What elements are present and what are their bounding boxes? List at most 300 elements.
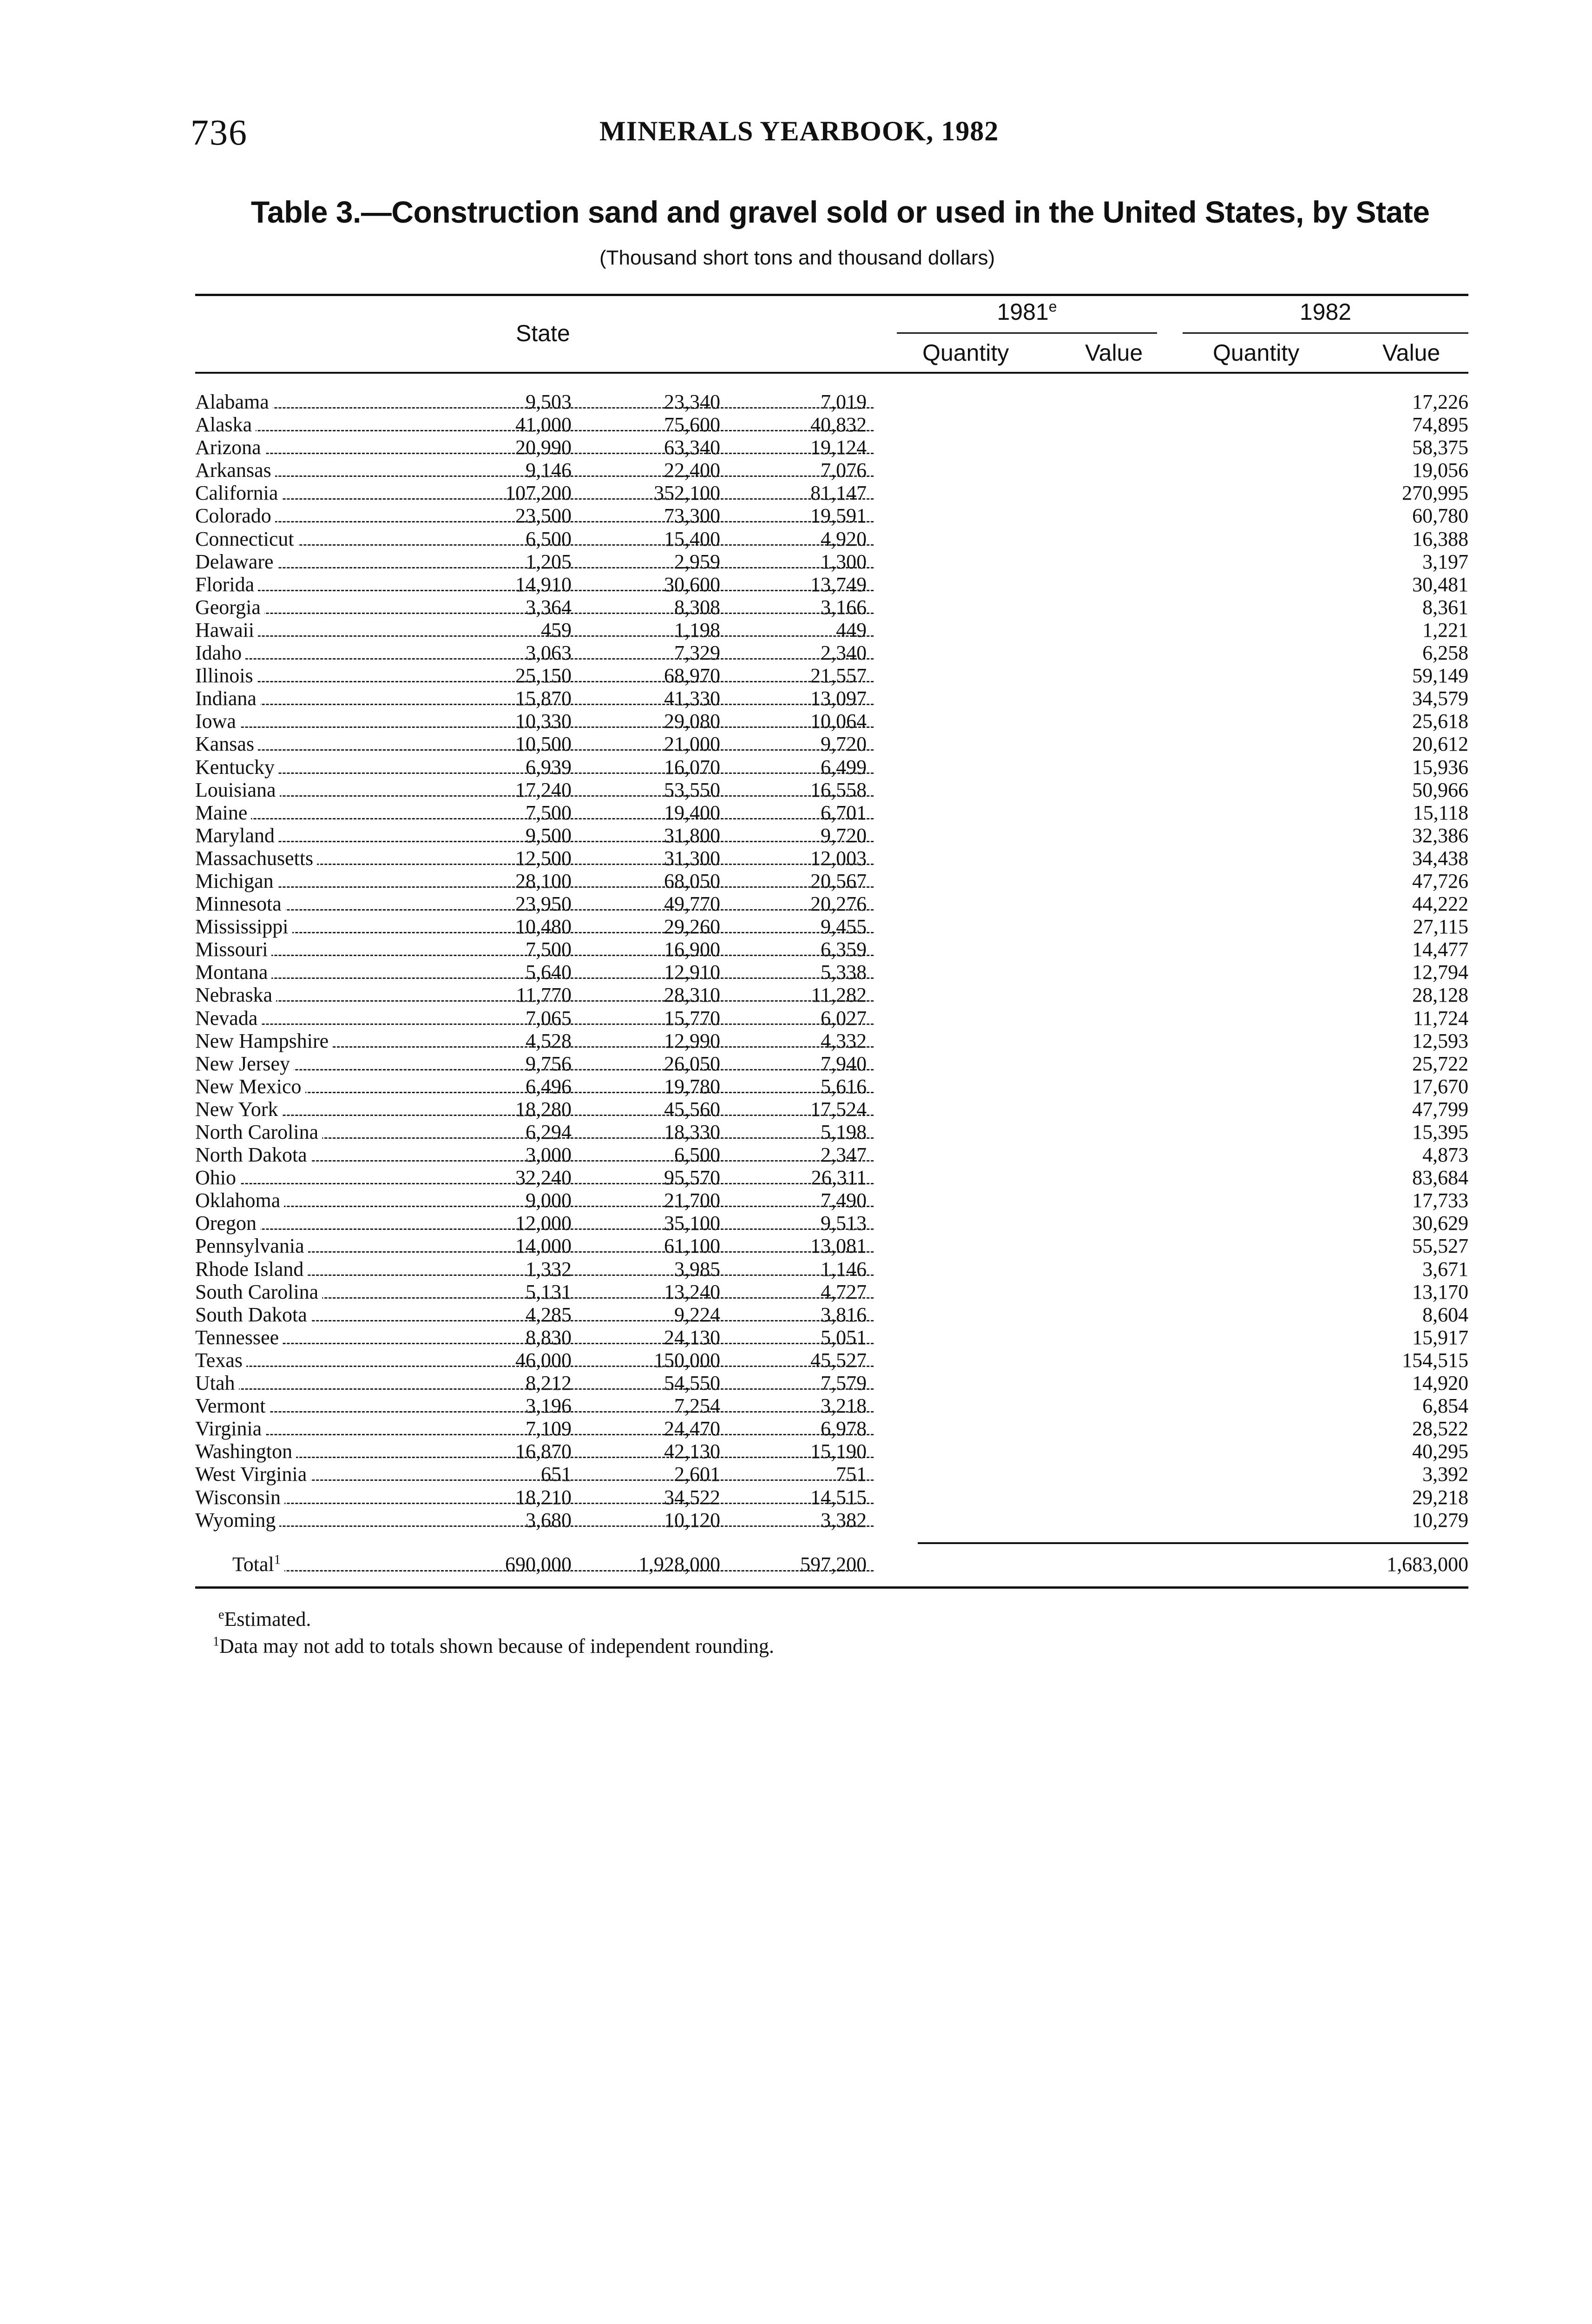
table-row xyxy=(195,1417,1468,1440)
quantity-1981-cell: 9,503 xyxy=(526,390,572,413)
value-1982-cell: 58,375 xyxy=(1412,436,1468,459)
value-1982-cell: 83,684 xyxy=(1412,1166,1468,1189)
table-row xyxy=(195,1007,1468,1030)
value-1981-cell: 63,340 xyxy=(664,436,720,459)
state-name: New York xyxy=(195,1098,282,1121)
quantity-1981-cell: 28,100 xyxy=(515,869,572,892)
value-1981-cell: 68,970 xyxy=(664,664,720,687)
column-header-value-1982: Value xyxy=(1382,340,1441,366)
value-1982-cell: 60,780 xyxy=(1412,504,1468,528)
quantity-1982-cell: 13,749 xyxy=(810,573,867,596)
value-1981-cell: 18,330 xyxy=(664,1121,720,1143)
state-name: Hawaii xyxy=(195,619,258,641)
state-name: Louisiana xyxy=(195,779,280,801)
state-name: California xyxy=(195,482,282,504)
dot-leader xyxy=(195,635,874,637)
value-1981-cell: 7,329 xyxy=(674,641,720,665)
table-top-rule xyxy=(195,294,1468,296)
quantity-1981-cell: 6,294 xyxy=(526,1121,572,1143)
state-name: New Hampshire xyxy=(195,1030,332,1052)
quantity-1981-cell: 25,150 xyxy=(515,664,572,687)
value-1981-cell: 54,550 xyxy=(664,1372,720,1395)
quantity-1981-cell: 4,285 xyxy=(526,1303,572,1326)
quantity-1982-cell: 5,616 xyxy=(821,1075,867,1098)
table-row xyxy=(195,413,1468,436)
table-row xyxy=(195,596,1468,619)
table-row xyxy=(195,459,1468,482)
table-row xyxy=(195,1394,1468,1417)
quantity-1981-cell: 7,500 xyxy=(526,801,572,824)
table-row xyxy=(195,1440,1468,1463)
value-1982-cell: 19,056 xyxy=(1412,459,1468,482)
value-1982-cell: 34,579 xyxy=(1412,687,1468,710)
value-1981-cell: 2,959 xyxy=(674,550,720,573)
value-1981-cell: 61,100 xyxy=(664,1235,720,1258)
quantity-1982-cell: 7,490 xyxy=(821,1189,867,1212)
quantity-1982-cell: 7,019 xyxy=(821,390,867,413)
year-1981-label: 1981 xyxy=(997,299,1049,325)
state-name: Nebraska xyxy=(195,984,276,1006)
quantity-1981-cell: 16,870 xyxy=(515,1440,572,1463)
footnote-mark: 1 xyxy=(213,1634,219,1649)
value-1981-cell: 16,070 xyxy=(664,755,720,779)
table-row xyxy=(195,1212,1468,1235)
quantity-1982-cell: 1,146 xyxy=(821,1257,867,1281)
quantity-1981-cell: 18,280 xyxy=(515,1097,572,1121)
quantity-1982-cell: 3,218 xyxy=(821,1394,867,1418)
quantity-1981-cell: 7,500 xyxy=(526,938,572,961)
quantity-1981-cell: 6,939 xyxy=(526,755,572,779)
quantity-1981-cell: 3,196 xyxy=(526,1394,572,1418)
quantity-1982-cell: 19,591 xyxy=(810,504,867,528)
value-1982-cell: 50,966 xyxy=(1412,778,1468,801)
value-1982-cell: 15,118 xyxy=(1413,801,1468,824)
quantity-1981-cell: 1,332 xyxy=(526,1257,572,1281)
value-1982-cell: 4,873 xyxy=(1422,1143,1468,1167)
table-row xyxy=(195,436,1468,459)
header-bottom-rule xyxy=(195,372,1468,374)
value-1982-cell: 74,895 xyxy=(1412,413,1468,436)
value-1981-cell: 28,310 xyxy=(664,984,720,1007)
value-1981-cell: 95,570 xyxy=(664,1166,720,1189)
value-1982-cell: 59,149 xyxy=(1412,664,1468,687)
table-row xyxy=(195,1258,1468,1281)
footnote-estimated xyxy=(218,1606,774,1633)
quantity-1981-cell: 9,756 xyxy=(526,1052,572,1075)
quantity-1982-cell: 5,051 xyxy=(821,1326,867,1349)
value-1982-cell: 12,593 xyxy=(1412,1029,1468,1052)
value-1981-cell: 34,522 xyxy=(664,1486,720,1509)
value-1981-cell: 31,800 xyxy=(664,824,720,847)
quantity-1982-cell: 751 xyxy=(836,1463,867,1486)
state-name: South Dakota xyxy=(195,1303,311,1326)
quantity-1981-cell: 12,500 xyxy=(515,846,572,870)
column-header-quantity-1982: Quantity xyxy=(1213,340,1300,366)
total-value-1982: 1,683,000 xyxy=(1387,1553,1468,1576)
value-1982-cell: 28,522 xyxy=(1412,1417,1468,1440)
state-name: Virginia xyxy=(195,1417,265,1440)
quantity-1982-cell: 449 xyxy=(836,618,867,641)
quantity-1982-cell: 7,579 xyxy=(821,1372,867,1395)
state-name: Colorado xyxy=(195,504,275,527)
quantity-1981-cell: 41,000 xyxy=(515,413,572,436)
quantity-1981-cell: 3,364 xyxy=(526,595,572,619)
quantity-1982-cell: 16,558 xyxy=(810,778,867,801)
value-1982-cell: 17,226 xyxy=(1412,390,1468,413)
state-name: Connecticut xyxy=(195,528,298,550)
value-1982-cell: 17,733 xyxy=(1412,1189,1468,1212)
value-1982-cell: 8,604 xyxy=(1422,1303,1468,1326)
state-name: Massachusetts xyxy=(195,847,317,870)
quantity-1981-cell: 651 xyxy=(541,1463,572,1486)
value-1981-cell: 68,050 xyxy=(664,869,720,892)
value-1981-cell: 7,254 xyxy=(674,1394,720,1418)
quantity-1982-cell: 12,003 xyxy=(810,846,867,870)
value-1982-cell: 15,936 xyxy=(1412,755,1468,779)
state-name: Missouri xyxy=(195,938,271,961)
quantity-1982-cell: 7,076 xyxy=(821,459,867,482)
quantity-1982-cell: 3,166 xyxy=(821,595,867,619)
value-1982-cell: 270,995 xyxy=(1402,482,1468,505)
quantity-1981-cell: 10,500 xyxy=(515,733,572,756)
quantity-1981-cell: 107,200 xyxy=(505,482,572,505)
quantity-1981-cell: 15,870 xyxy=(515,687,572,710)
value-1982-cell: 47,726 xyxy=(1412,869,1468,892)
quantity-1982-cell: 3,382 xyxy=(821,1508,867,1532)
quantity-1981-cell: 8,830 xyxy=(526,1326,572,1349)
quantity-1981-cell: 17,240 xyxy=(515,778,572,801)
quantity-1982-cell: 14,515 xyxy=(810,1486,867,1509)
quantity-1982-cell: 40,832 xyxy=(810,413,867,436)
table-row xyxy=(195,482,1468,504)
table-body xyxy=(195,390,1468,1532)
value-1981-cell: 30,600 xyxy=(664,573,720,596)
table-row xyxy=(195,1030,1468,1052)
state-name: New Jersey xyxy=(195,1052,294,1075)
value-1982-cell: 47,799 xyxy=(1412,1097,1468,1121)
quantity-1982-cell: 1,300 xyxy=(821,550,867,573)
value-1982-cell: 29,218 xyxy=(1412,1486,1468,1509)
state-name: Kentucky xyxy=(195,756,278,779)
value-1982-cell: 25,722 xyxy=(1412,1052,1468,1075)
quantity-1982-cell: 45,527 xyxy=(810,1348,867,1372)
state-name: South Carolina xyxy=(195,1281,322,1303)
state-name: Delaware xyxy=(195,550,277,573)
table-row xyxy=(195,664,1468,687)
state-name: Maine xyxy=(195,801,251,824)
table-subtitle: (Thousand short tons and thousand dollars) xyxy=(599,246,995,269)
value-1982-cell: 28,128 xyxy=(1412,984,1468,1007)
total-row xyxy=(195,1552,1468,1577)
column-header-1981 xyxy=(897,298,1157,325)
quantity-1981-cell: 3,680 xyxy=(526,1508,572,1532)
column-header-value-1981: Value xyxy=(1085,340,1143,366)
table-row xyxy=(195,1281,1468,1303)
value-1981-cell: 9,224 xyxy=(674,1303,720,1326)
value-1982-cell: 16,388 xyxy=(1412,527,1468,550)
value-1982-cell: 15,395 xyxy=(1412,1121,1468,1143)
table-row xyxy=(195,733,1468,755)
table-row xyxy=(195,1509,1468,1532)
state-name: Oklahoma xyxy=(195,1189,284,1212)
value-1981-cell: 31,300 xyxy=(664,846,720,870)
quantity-1981-cell: 459 xyxy=(541,618,572,641)
table-row xyxy=(195,938,1468,961)
table-row xyxy=(195,779,1468,801)
quantity-1981-cell: 10,330 xyxy=(515,710,572,733)
total-footnote-mark: 1 xyxy=(274,1552,281,1567)
value-1982-cell: 154,515 xyxy=(1402,1348,1468,1372)
value-1982-cell: 13,170 xyxy=(1412,1280,1468,1303)
value-1981-cell: 10,120 xyxy=(664,1508,720,1532)
value-1982-cell: 20,612 xyxy=(1412,733,1468,756)
estimated-mark: e xyxy=(1048,298,1057,315)
quantity-1981-cell: 3,000 xyxy=(526,1143,572,1167)
quantity-1981-cell: 4,528 xyxy=(526,1029,572,1052)
value-1981-cell: 23,340 xyxy=(664,390,720,413)
value-1981-cell: 12,990 xyxy=(664,1029,720,1052)
value-1981-cell: 26,050 xyxy=(664,1052,720,1075)
footnote-text: Estimated. xyxy=(224,1608,311,1631)
value-1982-cell: 14,477 xyxy=(1412,938,1468,961)
quantity-1982-cell: 13,081 xyxy=(810,1235,867,1258)
quantity-1982-cell: 20,276 xyxy=(810,892,867,916)
quantity-1981-cell: 32,240 xyxy=(515,1166,572,1189)
state-name: Georgia xyxy=(195,596,264,619)
state-name: Ohio xyxy=(195,1166,240,1189)
state-name: Idaho xyxy=(195,641,245,664)
value-1982-cell: 55,527 xyxy=(1412,1235,1468,1258)
quantity-1982-cell: 4,920 xyxy=(821,527,867,550)
quantity-1981-cell: 6,496 xyxy=(526,1075,572,1098)
value-1981-cell: 29,080 xyxy=(664,710,720,733)
table-row xyxy=(195,1098,1468,1121)
table-row xyxy=(195,1303,1468,1326)
table-row xyxy=(195,847,1468,870)
value-1982-cell: 17,670 xyxy=(1412,1075,1468,1098)
state-name: Washington xyxy=(195,1440,296,1463)
table-row xyxy=(195,801,1468,824)
column-header-1982: 1982 xyxy=(1299,299,1352,325)
value-1982-cell: 8,361 xyxy=(1422,595,1468,619)
value-1981-cell: 21,700 xyxy=(664,1189,720,1212)
value-1982-cell: 27,115 xyxy=(1413,915,1468,938)
state-name: Maryland xyxy=(195,824,278,847)
year-1981-rule xyxy=(897,332,1157,334)
value-1982-cell: 6,854 xyxy=(1422,1394,1468,1418)
value-1981-cell: 42,130 xyxy=(664,1440,720,1463)
value-1982-cell: 30,629 xyxy=(1412,1212,1468,1235)
year-1982-rule xyxy=(1183,332,1468,334)
table-row xyxy=(195,1235,1468,1257)
table-row xyxy=(195,870,1468,892)
quantity-1981-cell: 20,990 xyxy=(515,436,572,459)
quantity-1982-cell: 6,027 xyxy=(821,1006,867,1030)
state-name: New Mexico xyxy=(195,1075,305,1098)
total-quantity-1981: 690,000 xyxy=(505,1553,572,1576)
value-1982-cell: 30,481 xyxy=(1412,573,1468,596)
value-1981-cell: 75,600 xyxy=(664,413,720,436)
value-1981-cell: 49,770 xyxy=(664,892,720,916)
state-name: Oregon xyxy=(195,1212,260,1235)
value-1981-cell: 15,770 xyxy=(664,1006,720,1030)
table-row xyxy=(195,1189,1468,1212)
value-1982-cell: 44,222 xyxy=(1412,892,1468,916)
table-row xyxy=(195,1326,1468,1349)
value-1982-cell: 15,917 xyxy=(1412,1326,1468,1349)
quantity-1981-cell: 11,770 xyxy=(516,984,572,1007)
state-name: Rhode Island xyxy=(195,1258,307,1281)
quantity-1982-cell: 6,499 xyxy=(821,755,867,779)
quantity-1982-cell: 4,727 xyxy=(821,1280,867,1303)
quantity-1981-cell: 7,065 xyxy=(526,1006,572,1030)
state-name: Iowa xyxy=(195,710,240,733)
table-row xyxy=(195,390,1468,413)
value-1982-cell: 32,386 xyxy=(1412,824,1468,847)
quantity-1981-cell: 46,000 xyxy=(515,1348,572,1372)
table-title: Table 3.—Construction sand and gravel sold or used in the United States, by State xyxy=(251,195,1430,229)
state-name: Illinois xyxy=(195,664,257,687)
quantity-1981-cell: 9,146 xyxy=(526,459,572,482)
quantity-1982-cell: 5,338 xyxy=(821,961,867,984)
value-1981-cell: 2,601 xyxy=(674,1463,720,1486)
table-row xyxy=(195,1052,1468,1075)
value-1981-cell: 6,500 xyxy=(674,1143,720,1167)
quantity-1982-cell: 15,190 xyxy=(810,1440,867,1463)
value-1982-cell: 3,392 xyxy=(1422,1463,1468,1486)
state-cell xyxy=(195,1463,874,1486)
state-name: Wisconsin xyxy=(195,1486,284,1509)
state-name: North Dakota xyxy=(195,1143,311,1166)
table-row xyxy=(195,915,1468,938)
table-row xyxy=(195,1372,1468,1394)
table-row xyxy=(195,550,1468,573)
quantity-1982-cell: 2,340 xyxy=(821,641,867,665)
table-row xyxy=(195,641,1468,664)
value-1981-cell: 150,000 xyxy=(654,1348,720,1372)
quantity-1982-cell: 21,557 xyxy=(810,664,867,687)
quantity-1982-cell: 5,198 xyxy=(821,1121,867,1143)
state-name: Alaska xyxy=(195,413,256,436)
value-1981-cell: 19,400 xyxy=(664,801,720,824)
value-1982-cell: 1,221 xyxy=(1422,618,1468,641)
table-row xyxy=(195,961,1468,984)
value-1981-cell: 29,260 xyxy=(664,915,720,938)
total-value-1981: 1,928,000 xyxy=(638,1553,720,1576)
quantity-1982-cell: 9,455 xyxy=(821,915,867,938)
total-top-rule xyxy=(918,1542,1468,1544)
quantity-1982-cell: 20,567 xyxy=(810,869,867,892)
state-name: Minnesota xyxy=(195,892,285,915)
value-1981-cell: 53,550 xyxy=(664,778,720,801)
state-name: Pennsylvania xyxy=(195,1235,308,1257)
value-1981-cell: 41,330 xyxy=(664,687,720,710)
quantity-1982-cell: 4,332 xyxy=(821,1029,867,1052)
value-1982-cell: 11,724 xyxy=(1413,1006,1468,1030)
quantity-1981-cell: 14,910 xyxy=(515,573,572,596)
state-name: Indiana xyxy=(195,687,260,710)
table-row xyxy=(195,1463,1468,1486)
value-1982-cell: 14,920 xyxy=(1412,1372,1468,1395)
quantity-1982-cell: 19,124 xyxy=(810,436,867,459)
column-header-quantity-1981: Quantity xyxy=(922,340,1009,366)
table-row xyxy=(195,528,1468,550)
quantity-1982-cell: 6,978 xyxy=(821,1417,867,1440)
value-1982-cell: 34,438 xyxy=(1412,846,1468,870)
table-row xyxy=(195,1349,1468,1372)
quantity-1982-cell: 2,347 xyxy=(821,1143,867,1167)
table-row xyxy=(195,824,1468,847)
table-row xyxy=(195,1121,1468,1143)
footnotes xyxy=(213,1606,774,1660)
value-1981-cell: 8,308 xyxy=(674,595,720,619)
state-name: Wyoming xyxy=(195,1509,279,1532)
quantity-1981-cell: 23,950 xyxy=(515,892,572,916)
state-name: Utah xyxy=(195,1372,239,1394)
quantity-1981-cell: 14,000 xyxy=(515,1235,572,1258)
quantity-1981-cell: 5,131 xyxy=(526,1280,572,1303)
quantity-1982-cell: 3,816 xyxy=(821,1303,867,1326)
quantity-1981-cell: 5,640 xyxy=(526,961,572,984)
quantity-1982-cell: 13,097 xyxy=(810,687,867,710)
value-1981-cell: 1,198 xyxy=(674,618,720,641)
quantity-1982-cell: 9,513 xyxy=(821,1212,867,1235)
value-1981-cell: 15,400 xyxy=(664,527,720,550)
quantity-1981-cell: 10,480 xyxy=(515,915,572,938)
value-1981-cell: 35,100 xyxy=(664,1212,720,1235)
quantity-1982-cell: 26,311 xyxy=(811,1166,867,1189)
state-name: Nevada xyxy=(195,1007,261,1030)
table-row xyxy=(195,892,1468,915)
value-1982-cell: 25,618 xyxy=(1412,710,1468,733)
value-1981-cell: 73,300 xyxy=(664,504,720,528)
quantity-1982-cell: 81,147 xyxy=(810,482,867,505)
quantity-1982-cell: 10,064 xyxy=(810,710,867,733)
value-1981-cell: 45,560 xyxy=(664,1097,720,1121)
state-name: Florida xyxy=(195,573,258,596)
value-1982-cell: 6,258 xyxy=(1422,641,1468,665)
value-1981-cell: 13,240 xyxy=(664,1280,720,1303)
quantity-1981-cell: 8,212 xyxy=(526,1372,572,1395)
value-1981-cell: 352,100 xyxy=(654,482,720,505)
table-row xyxy=(195,756,1468,779)
table-row xyxy=(195,1143,1468,1166)
state-name: Mississippi xyxy=(195,915,292,938)
quantity-1981-cell: 1,205 xyxy=(526,550,572,573)
quantity-1982-cell: 6,359 xyxy=(821,938,867,961)
quantity-1981-cell: 6,500 xyxy=(526,527,572,550)
footnote-rounding xyxy=(213,1633,774,1660)
table-row xyxy=(195,1486,1468,1509)
quantity-1982-cell: 17,524 xyxy=(810,1097,867,1121)
footnote-text: Data may not add to totals shown because of independent rounding. xyxy=(219,1635,774,1657)
value-1981-cell: 16,900 xyxy=(664,938,720,961)
table-row xyxy=(195,1075,1468,1098)
table-row xyxy=(195,619,1468,641)
value-1981-cell: 3,985 xyxy=(674,1257,720,1281)
quantity-1981-cell: 23,500 xyxy=(515,504,572,528)
total-label: Total xyxy=(232,1553,274,1576)
quantity-1982-cell: 11,282 xyxy=(811,984,867,1007)
state-name: Michigan xyxy=(195,870,277,892)
quantity-1981-cell: 3,063 xyxy=(526,641,572,665)
value-1981-cell: 12,910 xyxy=(664,961,720,984)
state-name: Tennessee xyxy=(195,1326,283,1349)
table-row xyxy=(195,1166,1468,1189)
table-row xyxy=(195,573,1468,596)
value-1982-cell: 3,197 xyxy=(1422,550,1468,573)
value-1981-cell: 24,130 xyxy=(664,1326,720,1349)
